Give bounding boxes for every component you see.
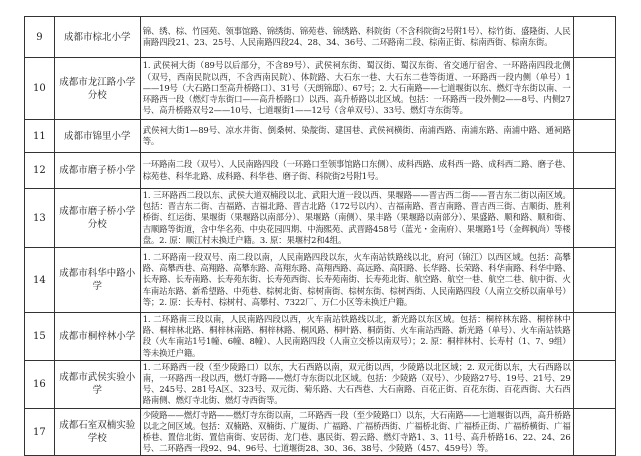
row-number: 15 [25, 313, 55, 361]
remarks-cell [573, 189, 615, 248]
row-number: 9 [25, 17, 55, 58]
remarks-cell [573, 360, 615, 408]
school-district-table [24, 16, 616, 456]
enrollment-area: 一环路南二段（双号）、人民南路四段（一环路口至领事馆路口东侧）、成科西路、成科西一路、成科西二路、磨子巷、棕苑巷、科华北路、成科路、科华巷、磨子街、科院街2号附1号。 [140, 153, 573, 189]
enrollment-area: 1. 三环路西二段以东、武侯大道双楠段以北、武阳大道一段以西、果堰路——晋吉西二街——晋吉东二街以南区域。包括：晋吉东二街、吉福路、吉福北路、晋吉北路（172号以内）、吉福南路、晋吉南路、晋吉西三街、吉顺街、胜利桥街、红运街、果堰街（果堰路以南部分）、果堰路（南侧）、果丰路（果堰路以南部分）、果盛路、顺和路、顺和街、吉顺路等街道，含中华名苑、中央花园四期、中海熙苑、武晋路458号（蓝光・金南府）、果堰路1号（金辉枫尚）等楼盘。2. 原：顺江村未换迁户籍。3. 原：果堰村2和4组。 [140, 189, 573, 248]
enrollment-area: 1. 二环路南三段以南，人民南路四段以西，火车南站铁路线以北，新光路以东区域。包括：桐梓林东路、桐梓林中路、桐梓林北路、桐梓林南路、桐梓林路、桐风路、桐叶路、桐荫街、火车南站西路、新光路（单号）、火车南站铁路段（火车南站1号1幢、6幢、8幢）、人民南路四段（人南立交桥以南双号）；2. 原：桐梓林村、长寿村（1、7、9组）等未换迁户籍。 [140, 313, 573, 361]
school-name: 成都市桐梓林小学 [54, 313, 140, 361]
school-name: 成都市磨子桥小学分校 [54, 189, 140, 248]
enrollment-area: 1. 武侯祠大街（89号以后部分，不含89号）、武侯祠东街、蜀汉街、蜀汉东街、省交通厅宿舍、一环路南四段北侧（双号，西南民院以西，不含西南民院）、体院路、大石东一巷、大石东二巷等街道、一环路西一段内侧（单号）1——19号（大石路口至高升桥路口）、31号（天朗锦邸）、67号；2. 大石南路——七道堰街以东、燃灯寺东街以南、一环路西一段（燃灯寺东街口——高升桥路口）以西、高升桥路以北区域。包括：一环路西一段外侧2——8号、内侧27号、高升桥路双号2——10号、七道堰街1——12号（含单双号）、33号、燃灯寺东街等。 [140, 58, 573, 120]
school-name: 成都市棕北小学 [54, 17, 140, 58]
enrollment-area: 武侯祠大街1—89号、凉水井街、倒桑树、染靛街、建国巷、武侯祠横街、南浦西路、南浦东路、南浦中路、通祠路等。 [140, 120, 573, 153]
table-row [25, 313, 616, 361]
table-row [25, 120, 616, 153]
enrollment-area: 少陵路——燃灯寺路——燃灯寺东街以南，二环路西一段（至少陵路口）以东，大石南路——七道堰街以西，高升桥路以北之间区域。包括：双楠路、双楠街、广厦街、广福路、广福桥西街、广福桥北街、广福桥正街、广福桥横街、广福桥巷、置信北街、置信南街、安居街、龙门巷、惠民街、碧云路、燃灯寺路1、3、11号、高升桥路16、22、24、26号、二环路西一段92、94、96号、七道堰街28、30、36、38号、少陵路（457、459号）等。 [140, 408, 573, 456]
school-name: 成都石室双楠实验学校 [54, 408, 140, 456]
enrollment-area: 1. 二环路南一段双号、南二段以南，人民南路四段以东，火车南站铁路线以北，府河（锦江）以西区域。包括：高攀路、高攀西巷、高翔路、高攀东路、高翔东路、高翔西路、高远路、高阳路、长华路、长荣路、科华南路、科华中路、长寿路、长寿南路、长寿苑东街、长寿苑西街、长寿苑南街、长寿苑北街、航空路、航空一巷、航空二巷、航中街、火车南站东路、新希望路、中苑巷、棕树北街、棕树南街、棕树东街、棕树西街、人民南路四段（人南立交桥以南单号）等；2. 原：长寿村、棕树村、高攀村、7322厂、万仁小区等未换迁户籍。 [140, 248, 573, 313]
table-row [25, 248, 616, 313]
row-number: 13 [25, 189, 55, 248]
school-name: 成都市龙江路小学分校 [54, 58, 140, 120]
school-name: 成都市科华中路小学 [54, 248, 140, 313]
remarks-cell [573, 17, 615, 58]
row-number: 14 [25, 248, 55, 313]
remarks-cell [573, 58, 615, 120]
row-number: 16 [25, 360, 55, 408]
school-name: 成都市锦里小学 [54, 120, 140, 153]
remarks-cell [573, 153, 615, 189]
table-row [25, 17, 616, 58]
row-number: 12 [25, 153, 55, 189]
table-row [25, 360, 616, 408]
row-number: 11 [25, 120, 55, 153]
table-row [25, 153, 616, 189]
row-number: 10 [25, 58, 55, 120]
remarks-cell [573, 313, 615, 361]
enrollment-area: 锦、绣、棕、竹园苑、领事馆路、锦绣街、锦苑巷、锦绣路、科院街（不含科院街2号附1号）、棕竹街、盛隆街、人民南路四段21、23、25号、人民南路四段24、28、34、36号、二环路南二段、棕南正街、棕南西街、棕南东街。 [140, 17, 573, 58]
school-name: 成都市磨子桥小学 [54, 153, 140, 189]
table-row [25, 58, 616, 120]
table-row [25, 189, 616, 248]
enrollment-area: 1. 二环路西一段（至少陵路口）以东，大石西路以南，双元街以西，少陵路以北区域；2. 双元街以东，大石西路以南，一环路西一段以西，燃灯寺路——燃灯寺东街以北区域。包括：少陵路（双号）、少陵路27号、19号、21号、29号、245号、281号A区、323号、双元街、菊乐路、大石西巷、大石南路、百花正街、百花东街、百花西街、大石西路南侧、燃灯寺北街、燃灯寺西街等。 [140, 360, 573, 408]
row-number: 17 [25, 408, 55, 456]
remarks-cell [573, 408, 615, 456]
remarks-cell [573, 248, 615, 313]
remarks-cell [573, 120, 615, 153]
table-row [25, 408, 616, 456]
school-name: 成都市武侯实验小学 [54, 360, 140, 408]
